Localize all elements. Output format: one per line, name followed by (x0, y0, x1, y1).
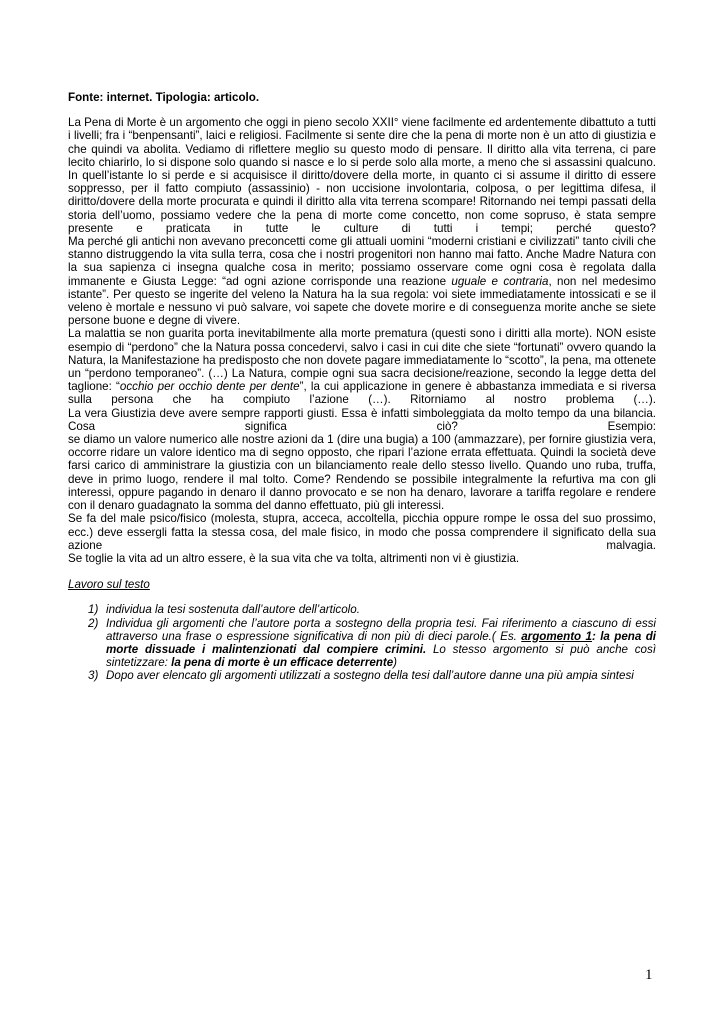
paragraph-2-text-a: Ma perché gli antichi non avevano preconcetti come gli attuali uomini “moderni cristiani e civilizzati” tanto civili che stanno distruggendo la vita sulla terra, cosa che i nostri progenitori non hanno mai fatto. Anche Madre Natura con la sua sapienza ci insegna qualche cosa in merito; possiamo osservare come ogni cosa è regolata dalla immanente e Giusta Legge: “ad ogni azione corrisponde una reazione (68, 235, 656, 288)
paragraph-2-italic: uguale e contraria (451, 274, 549, 288)
paragraph-3-italic: occhio per occhio dente per dente (119, 380, 300, 394)
article-paragraph-4: La vera Giustizia deve avere sempre rapporti giusti. Essa è infatti simboleggiata da molto tempo da una bilancia. Cosa significa ciò? Esempio: (68, 406, 656, 433)
task-text-2b: Lo stesso argomento si può anche così sintetizzare: (106, 642, 656, 670)
paragraph-3-text-a: La malattia se non guarita porta inevitabilmente alla morte prematura (questi sono i diritti alla morte). NON esiste esempio di “perdono” che la Natura possa concedervi, salvo i casi in cui dite che siete “fortunati” ovvero quando la Natura, la Manifestazione ha predisposto che non dovete pagare immediatamente lo “scotto”, la pena, ma ottenete un “perdono temporaneo”. (…) La Natura, compie ogni sua sacra decisione/reazione, secondo la legge detta del taglione: “ (68, 327, 656, 394)
paragraph-3-text-b: ”, la cui applicazione in genere è abbastanza immediata e si riversa sulla persona che ha compiuto l’azione (…). Ritorniamo al nostro problema (…). (68, 380, 656, 407)
task-heading: Lavoro sul testo (68, 578, 150, 592)
article-body (68, 116, 656, 565)
page-content (68, 91, 656, 683)
article-paragraph-5: se diamo un valore numerico alle nostre azioni da 1 (dire una bugia) a 100 (ammazzare), per fornire giustizia vera, occorre ridare un valore identico ma di segno opposto, che ripari l’azione errata effettuata. Quindi la società deve farsi carico di amministrare la giustizia con un bilanciamento reale dello stesso livello. Quando uno ruba, truffa, deve in primo luogo, rendere il mal tolto. Come? Rendendo se possibile integralmente la refurtiva ma con gli interessi, oppure pagando in denaro il danno provocato e se non ha denaro, lavorare a tariffa regolare e rendere con il denaro guadagnato la somma del danno effettuato, più gli interessi. (68, 433, 656, 513)
task-item-3 (68, 669, 656, 682)
task-text-2c: ) (393, 656, 398, 670)
task-text-3: Dopo aver elencato gli argomenti utilizzati a sostegno della tesi dall’autore danne una più ampia sintesi (106, 669, 634, 683)
article-paragraph-3 (68, 327, 656, 406)
task-number-2: 2) (88, 616, 99, 630)
article-paragraph-6: Se fa del male psico/fisico (molesta, stupra, acceca, accoltella, picchia oppure rompe le ossa del suo prossimo, ecc.) deve essergli fatta la stessa cosa, del male fisico, in modo che possa comprendere il significato della sua azione malvagia. (68, 512, 656, 552)
task-list (68, 603, 656, 682)
source-line: Fonte: internet. Tipologia: articolo. (68, 91, 260, 104)
page-number: 1 (645, 967, 653, 983)
task-text-1: individua la tesi sostenuta dall’autore dell’articolo. (106, 603, 360, 617)
paragraph-2-text-b: , non nel medesimo istante”. Per questo se ingerite del veleno la Natura ha la sua regola: voi siete immediatamente intossicati e se il veleno è mortale e nessuno vi può salvare, voi sapete che dovete morire e di conseguenza morite anche se siete persone buone e degne di vivere. (68, 274, 657, 328)
task-number-1: 1) (88, 603, 99, 617)
article-paragraph-2 (68, 235, 656, 327)
example-text: : la pena di morte dissuade i malintenzionati dal compiere crimini. (106, 629, 656, 656)
article-paragraph-1: La Pena di Morte è un argomento che oggi in pieno secolo XXII° viene facilmente ed ardentemente dibattuto a tutti i livelli; fra i “benpensanti”, laici e religiosi. Facilmente si sente dire che la pena di morte non è un atto di giustizia e che quindi va abolita. Vediamo di riflettere meglio su questo modo di pensare. Il diritto alla vita terrena, ci pare lecito chiarirlo, lo si dispone solo quando si nasce e lo si perde solo alla morte, a meno che si assassini qualcuno. In quell’istante lo si perde e si acquisisce il diritto/dovere della morte, in quanto ci si assume il diritto di essere soppresso, per il fatto compiuto (assassinio) - non uccisione involontaria, colposa, o per legittima difesa, il diritto/dovere della morte procurata e quindi il diritto alla vita terrena scompare! Ritornando nei tempi passati della storia dell’uomo, possiamo vedere che la pena di morte come concetto, non come sopruso, è stata sempre presente e praticata in tutte le culture di tutti i tempi; perché questo? (68, 116, 656, 235)
task-text-2a: Individua gli argomenti che l’autore porta a sostegno della propria tesi. Fai riferimento a ciascuno di essi attraverso una frase o espressione significativa di non più di dieci parole.( Es. (106, 616, 656, 643)
task-number-3: 3) (88, 669, 99, 683)
task-item-2 (68, 617, 656, 670)
task-item-1 (68, 603, 656, 616)
article-paragraph-7: Se toglie la vita ad un altro essere, è la sua vita che va tolta, altrimenti non vi è giustizia. (68, 551, 520, 565)
example-term: argomento 1 (521, 629, 592, 643)
synthesis-text: la pena di morte è un efficace deterrente (171, 656, 394, 670)
